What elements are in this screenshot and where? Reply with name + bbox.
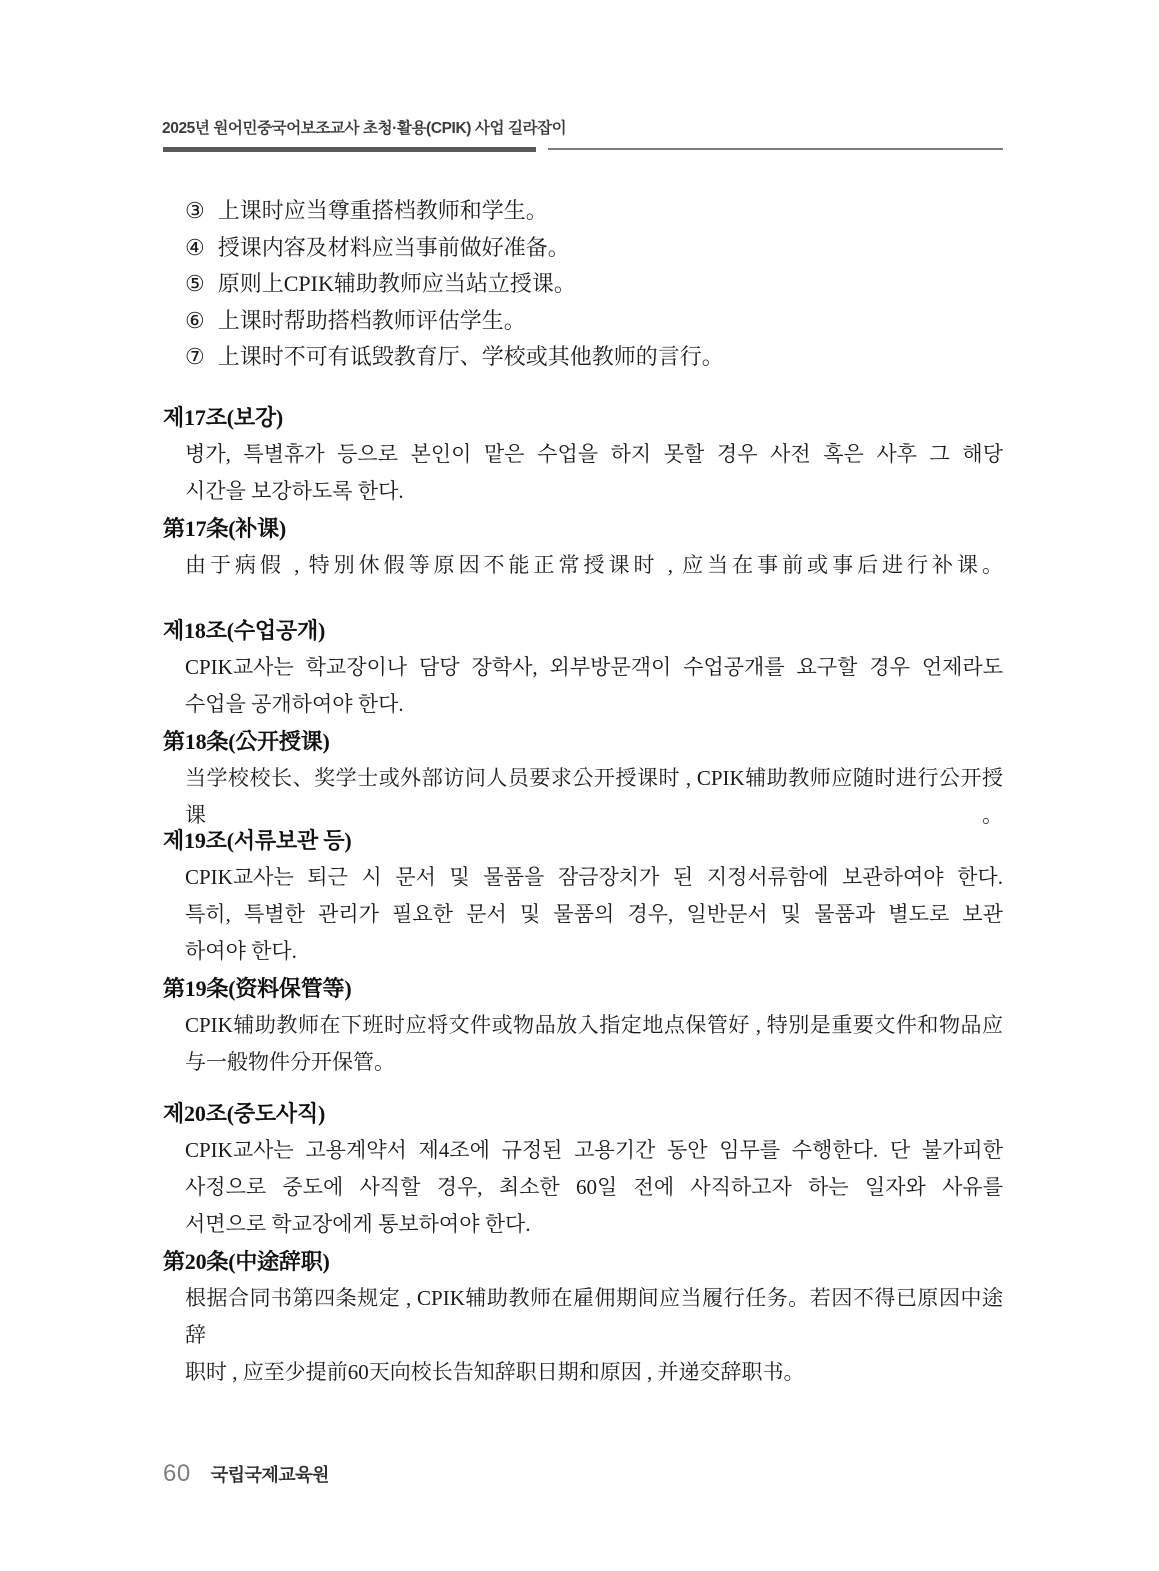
numbered-list — [185, 193, 1005, 376]
body-line: CPIK교사는 학교장이나 담당 장학사, 외부방문객이 수업공개를 요구할 경우 언제라도 — [185, 655, 1003, 679]
article-heading-zh: 第20条(中途辞职) — [163, 1249, 330, 1274]
body-line: 사정으로 중도에 사직할 경우, 최소한 60일 전에 사직하고자 하는 일자와 사유를 — [185, 1175, 1003, 1199]
list-item — [185, 339, 1005, 376]
page-footer — [163, 1460, 329, 1488]
article-heading-ko: 제19조(서류보관 등) — [163, 828, 352, 853]
list-item-text: 上课时应当尊重搭档教师和学生。 — [217, 198, 548, 223]
article-body-zh — [163, 547, 1003, 584]
section-article-19 — [163, 822, 1003, 1081]
list-item-text: 授课内容及材料应当事前做好准备。 — [217, 234, 570, 260]
body-line: 与一般物件分开保管。 — [185, 1050, 395, 1074]
article-heading-zh: 第18条(公开授课) — [163, 729, 330, 754]
list-item-text: 上课时不可有诋毁教育厅、学校或其他教师的言行。 — [217, 344, 724, 370]
list-item-number: ⑥ — [185, 307, 205, 333]
list-item-number: ④ — [185, 234, 205, 260]
body-line: CPIK교사는 퇴근 시 문서 및 물품을 잠금장치가 된 지정서류함에 보관하여야 한다. — [185, 865, 1003, 889]
list-item-number: ⑤ — [185, 271, 205, 297]
article-body-ko — [163, 859, 1003, 970]
footer-org-name: 국립국제교육원 — [210, 1465, 329, 1485]
body-line: 하여야 한다. — [185, 939, 297, 963]
list-item — [185, 303, 1005, 340]
body-line: 由于病假 , 特別休假等原因不能正常授课时 , 应当在事前或事后进行补课。 — [185, 553, 1003, 577]
header-rule-thin — [548, 148, 1003, 150]
article-heading-ko: 제17조(보강) — [163, 405, 284, 430]
article-heading-zh: 第17条(补课) — [163, 516, 287, 541]
body-line: CPIK辅助教师在下班时应将文件或物品放入指定地点保管好 , 特別是重要文件和物品应 — [185, 1013, 1003, 1037]
section-article-18 — [163, 612, 1003, 834]
section-article-20 — [163, 1095, 1003, 1391]
body-line: 병가, 특별휴가 등으로 본인이 맡은 수업을 하지 못할 경우 사전 혹은 사후 그 해당 — [185, 442, 1003, 466]
body-line: 특히, 특별한 관리가 필요한 문서 및 물품의 경우, 일반문서 및 물품과 별도로 보관 — [185, 902, 1003, 926]
article-body-ko — [163, 1132, 1003, 1243]
article-heading-zh: 第19条(资料保管等) — [163, 976, 352, 1001]
header-rule-thick — [163, 147, 536, 152]
list-item-text: 上课时帮助搭档教师评估学生。 — [217, 307, 526, 333]
article-body-zh — [163, 1007, 1003, 1081]
list-item — [185, 230, 1005, 267]
article-body-ko — [163, 436, 1003, 510]
body-line: 职时 , 应至少提前60天向校长告知辞职日期和原因 , 并递交辞职书。 — [185, 1360, 805, 1384]
list-item-number: ③ — [185, 198, 205, 223]
article-heading-ko: 제18조(수업공개) — [163, 618, 326, 643]
article-heading-ko: 제20조(중도사직) — [163, 1101, 326, 1126]
page-number: 60 — [163, 1460, 191, 1487]
body-line: 当学校校长、奖学士或外部访问人员要求公开授课时 , CPIK辅助教师应随时进行公开授课。 — [185, 766, 1003, 827]
list-item — [185, 193, 1005, 230]
section-article-17 — [163, 399, 1003, 584]
body-line: 根据合同书第四条规定 , CPIK辅助教师在雇佣期间应当履行任务。若因不得已原因中途辞 — [185, 1286, 1003, 1347]
body-line: CPIK교사는 고용계약서 제4조에 규정된 고용기간 동안 임무를 수행한다. 단 불가피한 — [185, 1138, 1003, 1162]
list-item-number: ⑦ — [185, 344, 205, 370]
body-line: 서면으로 학교장에게 통보하여야 한다. — [185, 1212, 531, 1236]
article-body-zh — [163, 1280, 1003, 1391]
list-item — [185, 266, 1005, 303]
article-body-ko — [163, 649, 1003, 723]
list-item-text: 原则上CPIK辅助教师应当站立授课。 — [217, 271, 576, 297]
running-header-title: 2025년 원어민중국어보조교사 초청·활용(CPIK) 사업 길라잡이 — [162, 120, 567, 137]
body-line: 수업을 공개하여야 한다. — [185, 692, 404, 716]
body-line: 시간을 보강하도록 한다. — [185, 479, 404, 503]
